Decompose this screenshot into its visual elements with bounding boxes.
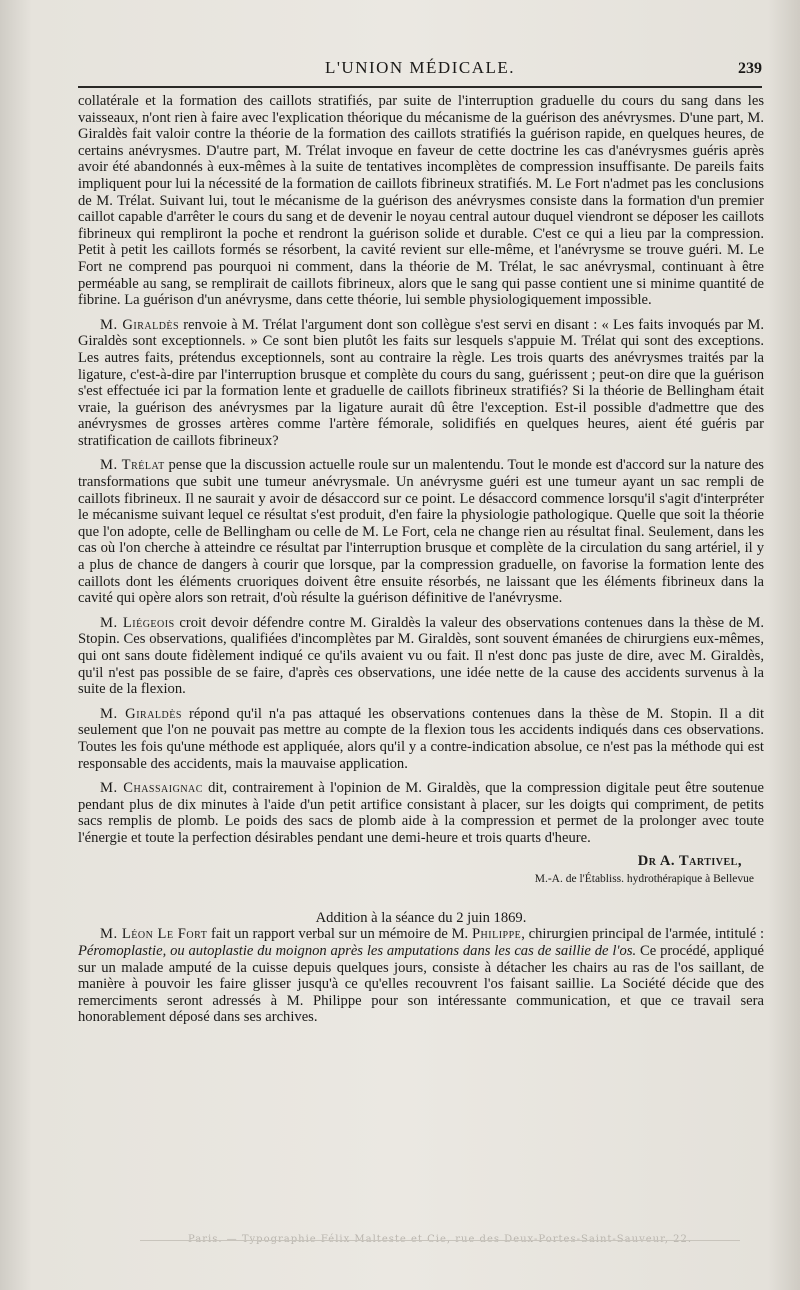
speaker-name: M. Giraldès [100, 705, 182, 722]
speaker-name: M. Chassaignac [100, 780, 203, 797]
header-rule [78, 86, 762, 88]
speaker-name: M. Giraldès [100, 316, 180, 333]
paragraph-text: dit, contrairement à l'opinion de M. Giraldès, que la compression digitale peut être soutenue pendant plus de dix minutes à l'aide d'un petit artifice consistant à placer, sur les doigts qui compriment, de petits sacs remplis de plomb. Le poids des sacs de plomb aide à la compression et permet de la prolonger avec toute l'énergie et toute la perfection désirables pendant une demi-heure et trois quarts d'heure. [78, 780, 764, 846]
addition-section [78, 926, 764, 1026]
author-name: Philippe [471, 926, 522, 943]
paragraph-1: collatérale et la formation des caillots stratifiés, par suite de l'interruption graduelle du cours du sang dans les vaisseaux, n'ont rien à faire avec l'explication théorique du mécanisme de la guérison des anévrysmes. D'une part, M. Giraldès fait valoir contre la théorie de la formation des caillots stratifiés la guérison rapide, en quelques heures, de certains anévrysmes. D'autre part, M. Trélat invoque en faveur de cette doctrine les cas d'anévrysmes guéris après avoir été abandonnés à eux-mêmes à la suite de tentatives incomplètes de compression insuffisante. De pareils faits impliquent pour lui la nécessité de la formation de caillots fibrineux stratifiés. M. Le Fort n'admet pas les conclusions de M. Trélat. Suivant lui, tout le mécanisme de la guérison des anévrysmes consiste dans la formation d'un premier caillot capable d'arrêter le cours du sang et de devenir le noyau central autour duquel viendront se déposer les caillots fibrineux qui rempliront la poche et rendront la guérison solide et durable. C'est ce qui a lieu par la compression. Petit à petit les caillots formés se résorbent, la cavité revient sur elle-même, et l'anévrysme se trouve guéri. M. Le Fort ne comprend pas pourquoi ni comment, dans la théorie de M. Trélat, le sac anévrysmal, continuant à être perméable au sang, se remplirait de caillots fibrineux, alors que le sang qui passe contient une si minime quantité de fibrine. La guérison d'un anévrysme, dans cette théorie, lui semble physiologiquement impossible. [78, 93, 764, 309]
signature-name: Dr A. Tartivel, [637, 852, 742, 869]
imprint-text: Paris. — Typographie Félix Malteste et Cie, rue des Deux-Portes-Saint-Sauveur, 22. [187, 1234, 693, 1245]
running-header [78, 58, 762, 86]
paragraph-text: renvoie à M. Trélat l'argument dont son collègue s'est servi en disant : « Les faits invoqués par M. Giraldès sont exceptionnels. » Ce sont bien plutôt les faits sur lesquels s'appuie M. Trélat qui sont des exceptions. Les autres faits, prétendus exceptionnels, sont au contraire la règle. Les trois quarts des anévrysmes traités par la ligature, c'est-à-dire par l'interruption brusque et complète du cours du sang, guérissent ; peut-on dire que la guérison s'est effectuée ici par la formation lente et graduelle de caillots fibrineux stratifiés? Si la théorie de Bellingham était vraie, la guérison des anévrysmes par la ligature aurait dû être l'exception. Est-il possible d'admettre que des anévrysmes de grosses artères comme l'artère fémorale, solidifiés en quelques heures, aient été guéris par stratification de caillots fibrineux? [78, 316, 764, 449]
speaker-name: M. Liégeois [100, 614, 175, 631]
speaker-name: M. Trélat [100, 457, 165, 474]
paragraph-text: pense que la discussion actuelle roule sur un malentendu. Tout le monde est d'accord sur la nature des transformations que subit une tumeur anévrysmale. Un anévrysme guéri est une tumeur ayant un sac rempli de caillots fibrineux. Il ne saurait y avoir de désaccord sur ce point. Le désaccord commence lorsqu'il s'agit d'interpréter le mécanisme suivant lequel ce résultat s'est produit, d'en faire la physiologie pathologique. Quelle que soit la théorie que l'on adopte, celle de Bellingham ou celle de M. Le Fort, cela ne change rien au résultat final. Seulement, dans les cas où l'on cherche à atteindre ce résultat par l'interruption brusque et complète de la circulation du sang artériel, il y a plus de chance de dangers à courir que lorsque, par la compression graduelle, on favorise la formation lente des caillots dont les éléments cruoriques doivent être ensuite résorbés, ne laissant que les éléments fibrineux dans la cavité qui opère alors son retrait, d'où résulte la guérison définitive de l'anévrysme. [78, 457, 764, 607]
article-body [78, 93, 764, 1026]
paragraph-3 [78, 457, 764, 606]
paragraph-6 [78, 780, 764, 846]
footer-imprint [140, 1234, 740, 1248]
speaker-name: M. Léon Le Fort [100, 926, 208, 943]
paragraph-4 [78, 615, 764, 698]
signature-affiliation: M.-A. de l'Établiss. hydrothérapique à Bellevue [534, 873, 754, 886]
page-number: 239 [738, 60, 762, 77]
paragraph-2 [78, 317, 764, 450]
paragraph-text: croit devoir défendre contre M. Giraldès la valeur des observations contenues dans la thèse de M. Stopin. Ces observations, qualifiées d'incomplètes par M. Giraldès, sont souvent émanées de chirurgiens eux-mêmes, qui ont sans doute fidèlement indiqué ce qu'ils avaient vu ou fait. Il n'est donc pas juste de dire, avec M. Giraldès, qu'il n'est pas possible de se faire, d'après ces observations, une idée nette de la cause des accidents survenus à la suite de la flexion. [78, 614, 764, 698]
paragraph-text: répond qu'il n'a pas attaqué les observations contenues dans la thèse de M. Stopin. Il a dit seulement que l'on ne pouvait pas mettre au compte de la flexion tous les accidents indiqués dans ces observations. Toutes les fois qu'une méthode est appliquée, alors qu'il y a contre-indication absolue, ce n'est pas la méthode qui est responsable des accidents, mais la mauvaise application. [78, 705, 764, 772]
memoir-title: Péromoplastie, ou autoplastie du moignon après les amputations dans les cas de saillie de l'os. [78, 942, 637, 959]
footer-rule [140, 1240, 740, 1241]
addition-heading: Addition à la séance du 2 juin 1869. [315, 909, 527, 926]
journal-title: L'UNION MÉDICALE. [324, 58, 516, 77]
addition-paragraph: M. Léon Le Fort fait un rapport verbal sur un mémoire de M. Philippe, chirurgien principal de l'armée, intitulé : Péromoplastie, ou autoplastie du moignon après les amputations dans les cas de saillie de l'os. Ce procédé, appliqué sur un malade amputé de la cuisse depuis quelques jours, consiste à détacher les chairs au ras de l'os saillant, de manière à pouvoir les faire glisser jusqu'à ce qu'elles recouvrent l'os faisant saillie. La Société décide que des remerciments seront adressés à M. Philippe pour son intéressante communication, et que ce travail sera honorablement déposé dans ses archives. [78, 926, 765, 1026]
paragraph-5 [78, 706, 764, 772]
